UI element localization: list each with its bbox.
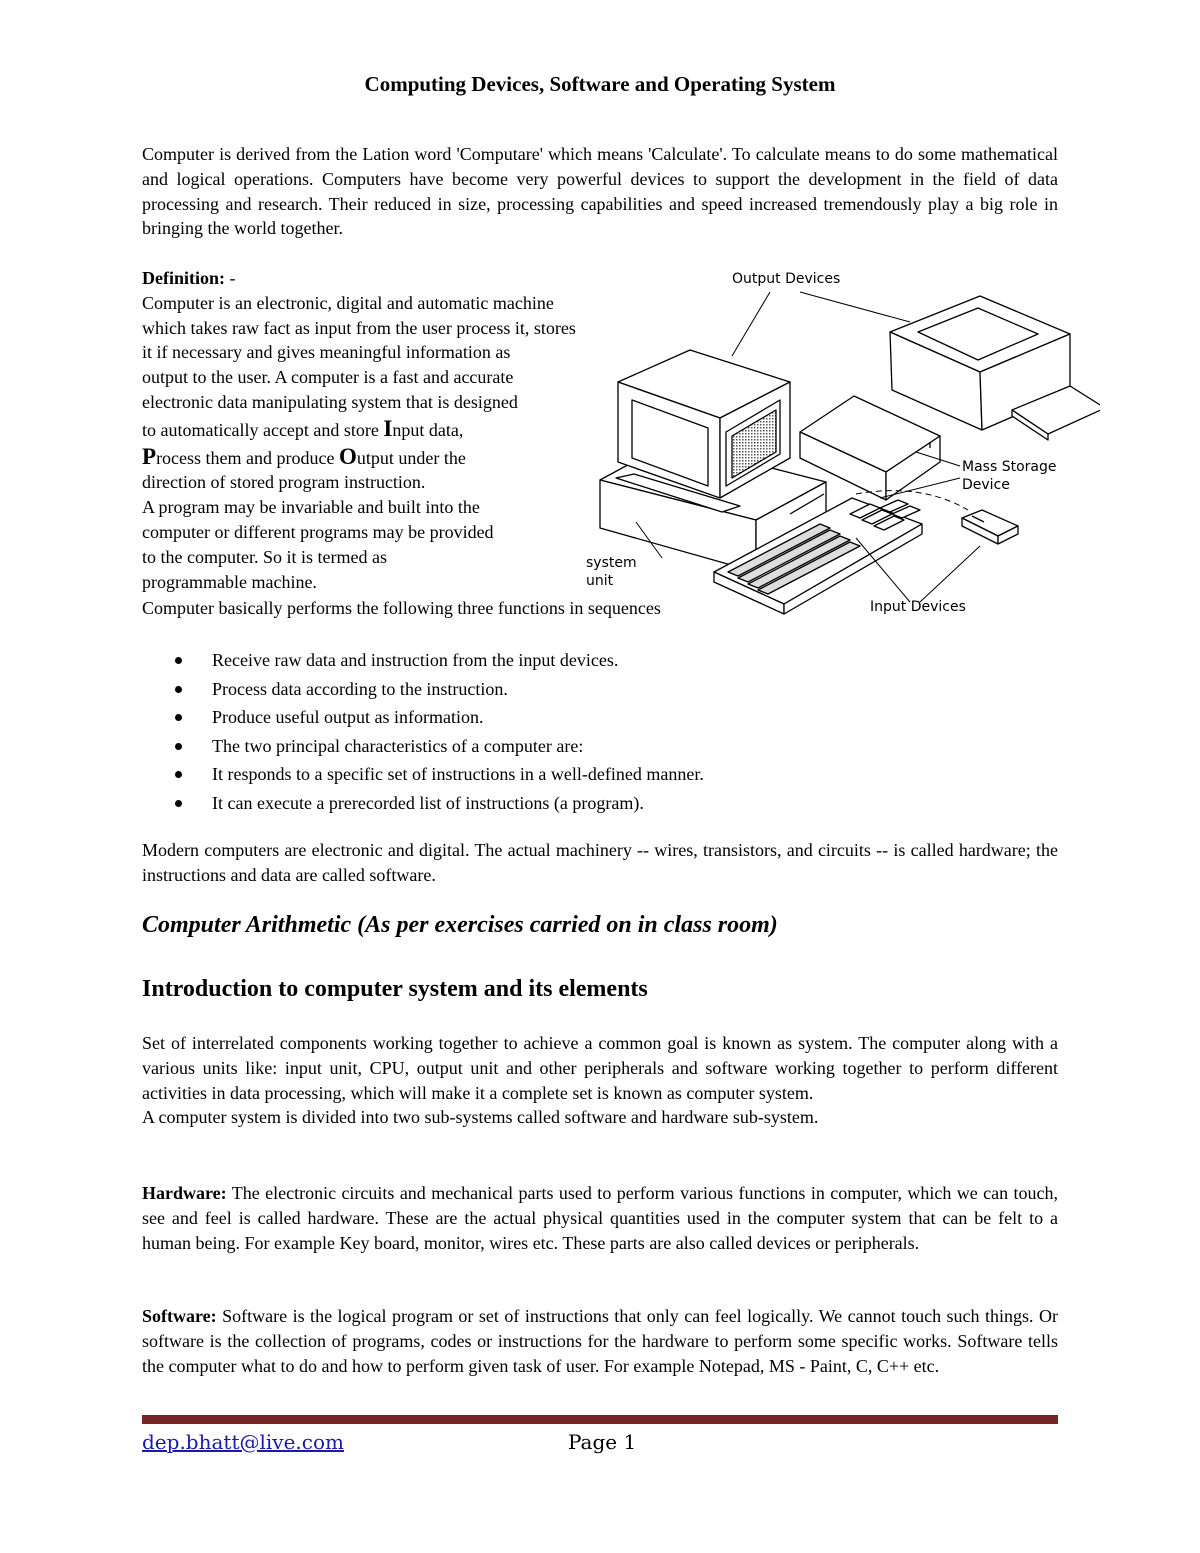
software-paragraph [142, 1304, 1058, 1378]
function-list [142, 648, 704, 820]
computer-system-illustration [580, 262, 1100, 632]
definition-label: Definition: [142, 268, 225, 288]
sequence-intro: Computer basically performs the following three functions in sequences [142, 598, 661, 618]
figure-label-line: Device [962, 477, 1010, 493]
figure-label-output-devices: Output Devices [732, 271, 841, 287]
figure-label-mass-storage [962, 458, 1056, 494]
emphasis-letter-o: O [339, 443, 357, 469]
list-item-text: Process data according to the instruction. [212, 678, 508, 699]
definition-line: direction of stored program instruction. [142, 472, 426, 493]
list-item-text: It responds to a specific set of instructions in a well-defined manner. [212, 764, 704, 785]
definition-line: electronic data manipulating system that is designed [142, 391, 518, 412]
system-paragraph [142, 1031, 1058, 1130]
definition-text: rocess them and produce [156, 447, 339, 468]
emphasis-letter-p: P [142, 443, 157, 469]
definition-text: utput under the [356, 447, 466, 468]
mouse-icon [962, 510, 1018, 544]
figure-label-input-devices: Input Devices [870, 599, 966, 615]
bullet-icon [175, 771, 182, 778]
hardware-text: The electronic circuits and mechanical parts used to perform various functions in computer, which we can touch, see and feel is called hardware. These are the actual physical quantities used in the computer system that can be felt to a human being. For example Key board, monitor, wires etc. These parts are also called devices or peripherals. [142, 1183, 1058, 1253]
definition-line: it if necessary and gives meaningful information as [142, 342, 511, 363]
definition-text: to automatically accept and store [142, 419, 384, 440]
definition-text: nput data, [392, 419, 464, 440]
hardware-paragraph [142, 1181, 1058, 1255]
definition-line: which takes raw fact as input from the user process it, stores [142, 317, 576, 338]
software-label: Software: [142, 1306, 217, 1326]
list-item-text: It can execute a prerecorded list of instructions (a program). [212, 792, 644, 813]
section-heading-intro: Introduction to computer system and its elements [142, 976, 648, 1002]
modern-paragraph: Modern computers are electronic and digital. The actual machinery -- wires, transistors, and circuits -- is called hardware; the instructions and data are called software. [142, 840, 1058, 885]
intro-paragraph: Computer is derived from the Lation word 'Computare' which means 'Calculate'. To calculate means to do some mathematical and logical operations. Computers have become very powerful devices to support the development in the field of data processing and research. Their reduced in size, processing capabilities and speed increased tremendously play a big role in bringing the world together. [142, 144, 1058, 239]
figure-label-line: unit [586, 573, 614, 589]
hardware-label: Hardware: [142, 1183, 227, 1203]
list-item [142, 734, 704, 763]
bullet-icon [175, 800, 182, 807]
footer-rule [142, 1415, 1058, 1424]
bullet-icon [175, 743, 182, 750]
footer-page-number: Page 1 [568, 1430, 637, 1454]
footer-email-link[interactable]: dep.bhatt@live.com [142, 1430, 344, 1454]
printer-icon [890, 296, 1100, 440]
system-text: Set of interrelated components working together to achieve a common goal is known as system. The computer along with a various units like: input unit, CPU, output unit and other peripherals and software working together to perform different activities in data processing, which will make it a complete set is known as computer system. [142, 1033, 1058, 1103]
list-item-text: Receive raw data and instruction from the input devices. [212, 650, 619, 670]
software-text: Software is the logical program or set of instructions that only can feel logically. We cannot touch such things. Or software is the collection of programs, codes or instructions for the hardware to perform some specific works. Software tells the computer what to do and how to perform given task of user. For example Notepad, MS - Paint, C, C++ etc. [142, 1306, 1058, 1376]
bullet-icon [175, 657, 182, 664]
system-text-2: A computer system is divided into two sub-systems called software and hardware sub-system. [142, 1107, 819, 1128]
section-heading-arithmetic: Computer Arithmetic (As per exercises carried on in class room) [142, 912, 778, 938]
list-item [142, 791, 704, 820]
definition-line: A program may be invariable and built into the [142, 497, 480, 518]
bullet-icon [175, 686, 182, 693]
list-item [142, 677, 704, 706]
definition-line: to the computer. So it is termed as [142, 546, 387, 567]
definition-suffix: - [225, 268, 236, 288]
definition-line: output to the user. A computer is a fast and accurate [142, 367, 514, 388]
page-title: Computing Devices, Software and Operating System [364, 72, 836, 96]
list-item [142, 648, 704, 677]
definition-line: programmable machine. [142, 571, 317, 592]
bullet-icon [175, 714, 182, 721]
emphasis-letter-i: I [383, 415, 393, 441]
figure-label-system-unit [586, 554, 637, 590]
figure-label-line: Mass Storage [962, 459, 1057, 475]
list-item-text: Produce useful output as information. [212, 707, 484, 728]
definition-line: computer or different programs may be provided [142, 521, 494, 542]
list-item-text: The two principal characteristics of a computer are: [212, 735, 584, 756]
definition-line: Computer is an electronic, digital and automatic machine [142, 292, 554, 313]
figure-label-line: system [586, 555, 637, 571]
computer-system-figure [580, 262, 1100, 632]
list-item [142, 762, 704, 791]
list-item [142, 705, 704, 734]
